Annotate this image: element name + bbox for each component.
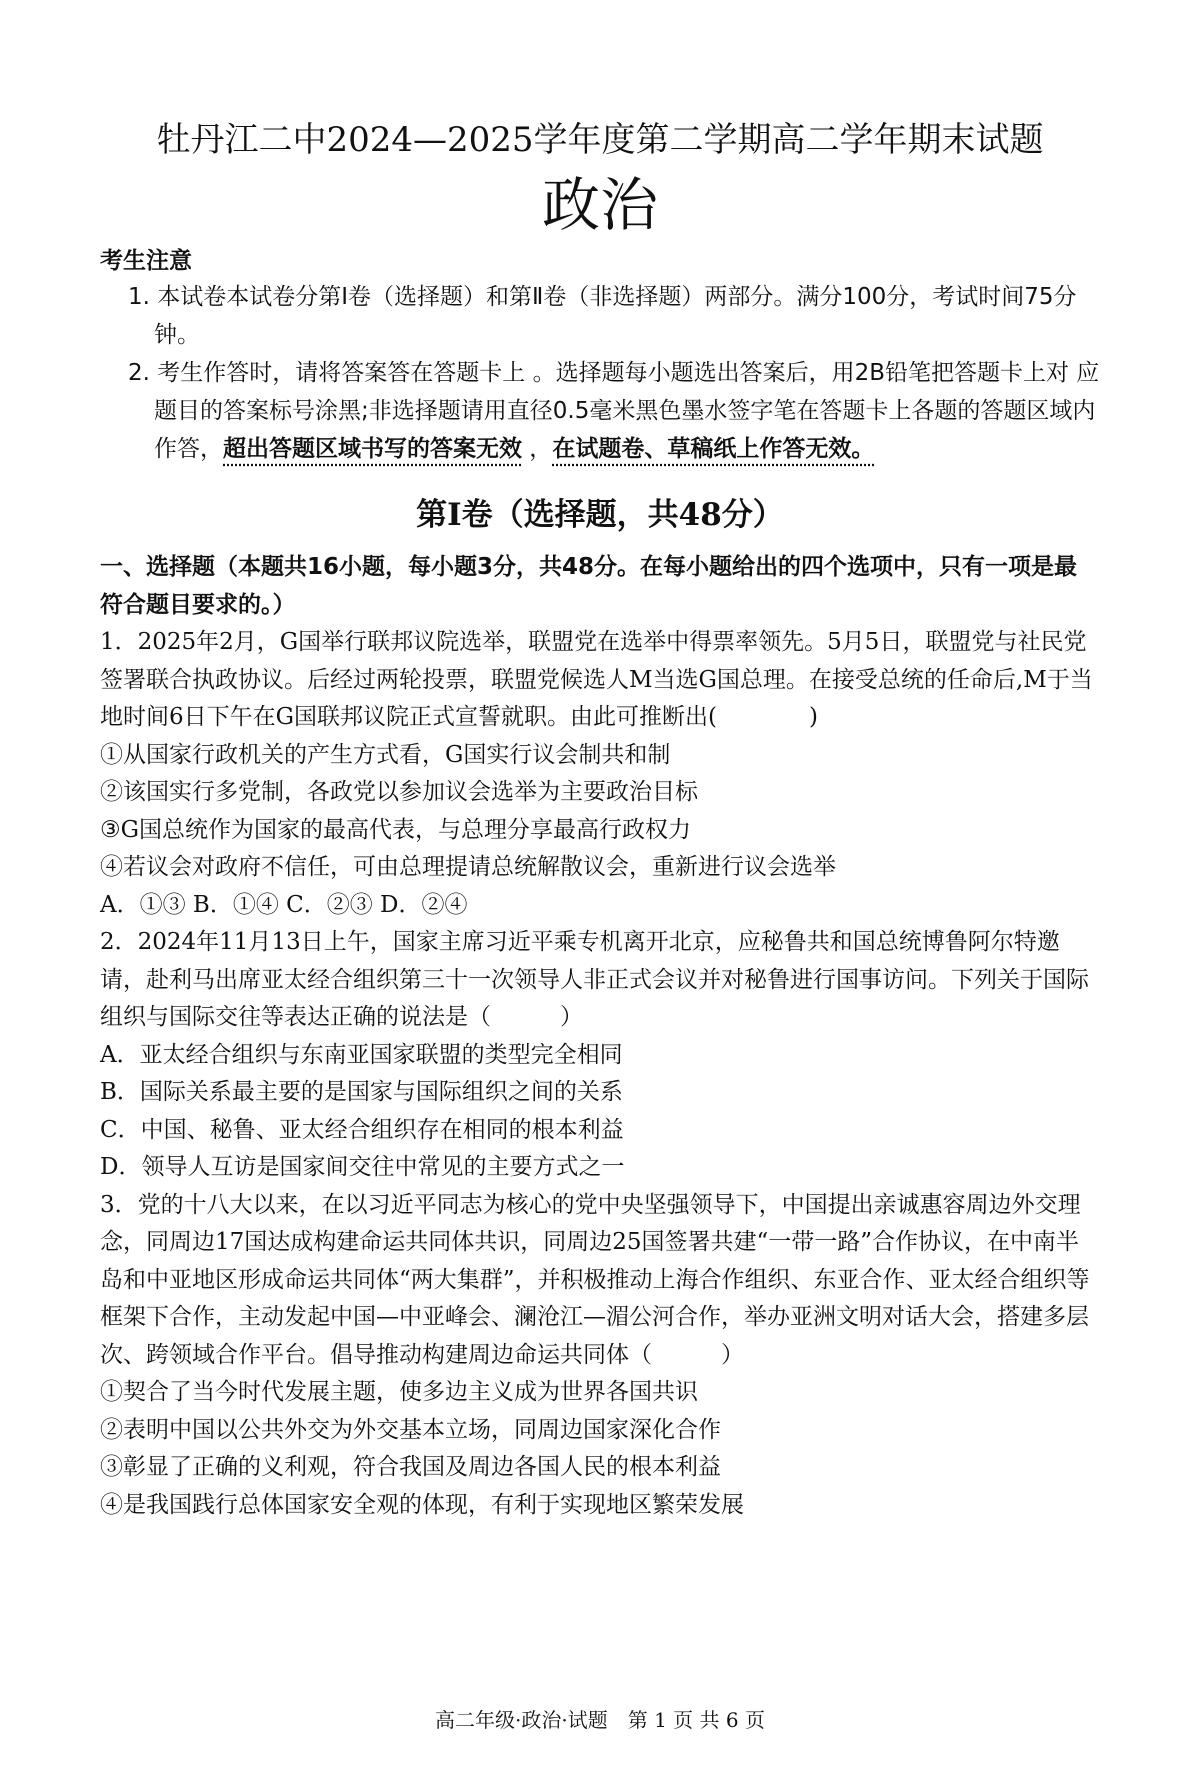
part-heading: 一、选择题（本题共16小题，每小题3分，共48分。在每小题给出的四个选项中，只有一项是最符合题目要求的。） xyxy=(100,554,1078,618)
notice-item-2 xyxy=(128,354,1100,468)
question-option: ③彰显了正确的义利观，符合我国及周边各国人民的根本利益 xyxy=(100,1454,721,1480)
question-option: ①从国家行政机关的产生方式看，G国实行议会制共和制 xyxy=(100,741,671,768)
answer-choices: A．①③ B．①④ C．②③ D．②④ xyxy=(100,891,468,918)
question-option: ④是我国践行总体国家安全观的体现，有利于实现地区繁荣发展 xyxy=(100,1491,744,1518)
question-option: D．领导人互访是国家间交往中常见的主要方式之一 xyxy=(100,1154,625,1180)
page-footer: 高二年级·政治·试题 第 1 页 共 6 页 xyxy=(435,1708,765,1732)
question-stem: 1．2025年2月，G国举行联邦议院选举，联盟党在选举中得票率领先。5月5日，联盟党与社民党签署联合执政协议。后经过两轮投票，联盟党候选人M当选G国总理。在接受总统的任命后,M于当地时间6日下午在G国联邦议院正式宣誓就职。由此可推断出( ) xyxy=(100,629,1093,730)
question-option: ③G国总统作为国家的最高代表，与总理分享最高行政权力 xyxy=(100,816,691,843)
question-option: ②表明中国以公共外交为外交基本立场，同周边国家深化合作 xyxy=(100,1416,721,1443)
question-option: ②该国实行多党制，各政党以参加议会选举为主要政治目标 xyxy=(100,779,698,805)
subject-title: 政治 xyxy=(541,171,658,239)
question-2 xyxy=(100,924,1100,1187)
notice-block xyxy=(100,244,1100,468)
notice-separator: ， xyxy=(522,436,553,462)
question-1 xyxy=(100,624,1100,924)
question-option: B．国际关系最主要的是国家与国际组织之间的关系 xyxy=(100,1079,623,1105)
question-3 xyxy=(100,1187,1100,1525)
question-stem: 2．2024年11月13日上午，国家主席习近平乘专机离开北京，应秘鲁共和国总统博鲁阿尔特邀请，赴利马出席亚太经合组织第三十一次领导人非正式会议并对秘鲁进行国事访问。下列关于国际组织与国际交往等表达正确的说法是（ ） xyxy=(100,929,1089,1030)
section-title: 第Ⅰ卷（选择题，共48分） xyxy=(416,497,784,533)
notice-emphasis-1: 超出答题区域书写的答案无效 xyxy=(223,436,522,462)
question-stem: 3．党的十八大以来，在以习近平同志为核心的党中央坚强领导下，中国提出亲诚惠容周边外交理念，同周边17国达成构建命运共同体共识，同周边25国签署共建“一带一路”合作协议，在中南半岛和中亚地区形成命运共同体“两大集群”，并积极推动上海合作组织、东亚合作、亚太经合组织等框架下合作，主动发起中国—中亚峰会、澜沧江—湄公河合作，举办亚洲文明对话大会，搭建多层次、跨领域合作平台。倡导推动构建周边命运共同体（ ） xyxy=(100,1191,1090,1368)
question-option: C．中国、秘鲁、亚太经合组织存在相同的根本利益 xyxy=(100,1116,624,1143)
notice-heading: 考生注意 xyxy=(100,248,192,274)
notice-emphasis-2: 在试题卷、草稿纸上作答无效。 xyxy=(552,436,875,462)
question-option: ①契合了当今时代发展主题，使多边主义成为世界各国共识 xyxy=(100,1379,698,1405)
exam-title: 牡丹江二中2024—2025学年度第二学期高二学年期末试题 xyxy=(156,120,1044,160)
question-option: A．亚太经合组织与东南亚国家联盟的类型完全相同 xyxy=(100,1041,623,1068)
notice-item-2-text: 2. 考生作答时，请将答案答在答题卡上 。选择题每小题选出答案后，用2B铅笔把答题卡上对 应题目的答案标号涂黑;非选择题请用直径0.5毫米黑色墨水签字笔在答题卡上各题的答题区域内作答， xyxy=(128,360,1100,462)
question-option: ④若议会对政府不信任，可由总理提请总统解散议会，重新进行议会选举 xyxy=(100,854,836,880)
notice-item-1: 1. 本试卷本试卷分第Ⅰ卷（选择题）和第Ⅱ卷（非选择题）两部分。满分100分，考试时间75分钟。 xyxy=(128,284,1077,348)
